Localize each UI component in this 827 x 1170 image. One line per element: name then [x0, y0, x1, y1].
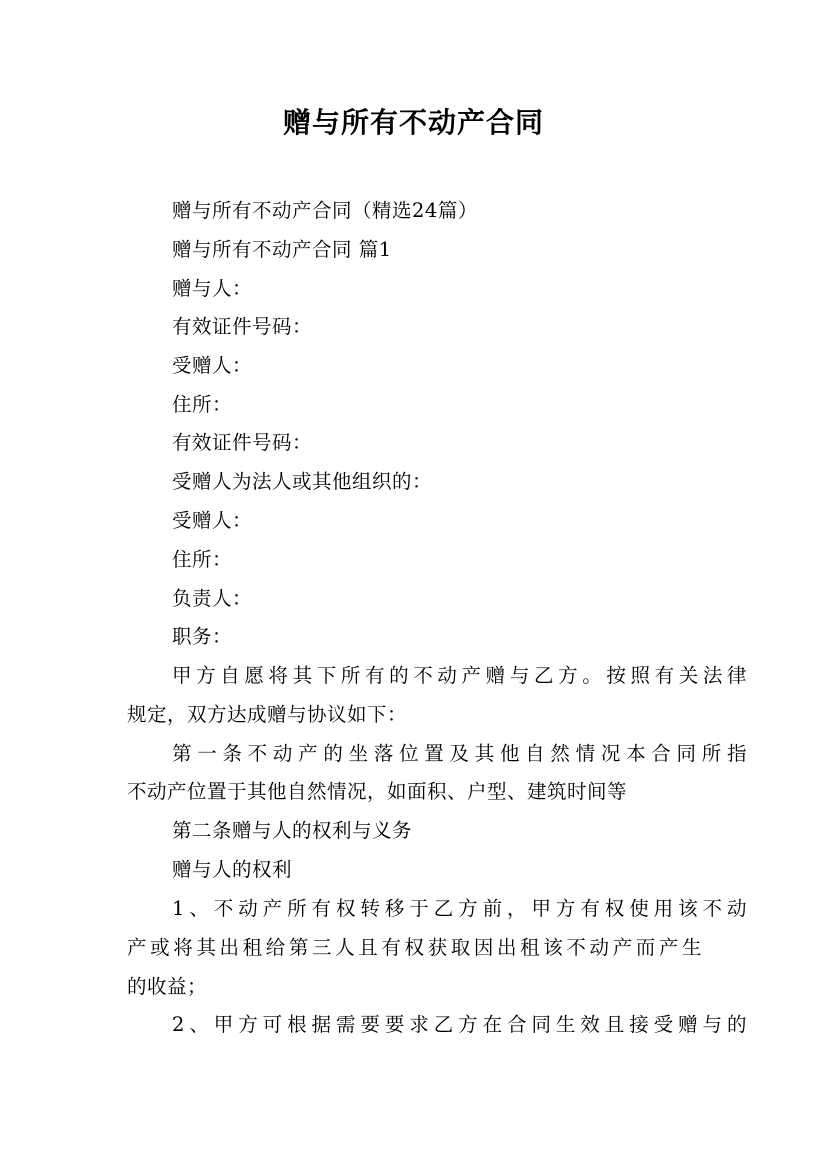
document-line: 受赠人： [172, 354, 253, 377]
document-line: 职务： [172, 625, 233, 648]
document-title: 赠与所有不动产合同 [282, 106, 544, 139]
document-line: 的收益； [127, 975, 208, 998]
document-line: 住所： [172, 393, 233, 416]
document-line: 赠与人： [172, 277, 253, 300]
document-line: 受赠人： [172, 509, 253, 532]
document-line: 赠与所有不动产合同 篇1 [172, 238, 392, 261]
document-line: 负责人： [172, 587, 253, 610]
document-line: 第二条赠与人的权利与义务 [172, 819, 413, 842]
document-line: 赠与人的权利 [172, 858, 293, 881]
document-line: 有效证件号码： [172, 315, 313, 338]
document-line: 2、甲方可根据需要要求乙方在合同生效且接受赠与的 [172, 1013, 747, 1036]
document-line: 第一条不动产的坐落位置及其他自然情况本合同所指 [172, 742, 747, 765]
document-line: 不动产位置于其他自然情况，如面积、户型、建筑时间等 [127, 780, 628, 803]
document-line: 住所： [172, 548, 233, 571]
document-line: 受赠人为法人或其他组织的： [172, 470, 433, 493]
document-line: 1、不动产所有权转移于乙方前，甲方有权使用该不动 [172, 897, 747, 920]
document-line: 赠与所有不动产合同（精选24篇） [172, 199, 478, 222]
document-line: 规定，双方达成赠与协议如下： [127, 703, 408, 726]
document-line: 有效证件号码： [172, 431, 313, 454]
document-line: 甲方自愿将其下所有的不动产赠与乙方。按照有关法律 [172, 664, 747, 687]
document-line: 产或将其出租给第三人且有权获取因出租该不动产而产生 [127, 936, 702, 959]
